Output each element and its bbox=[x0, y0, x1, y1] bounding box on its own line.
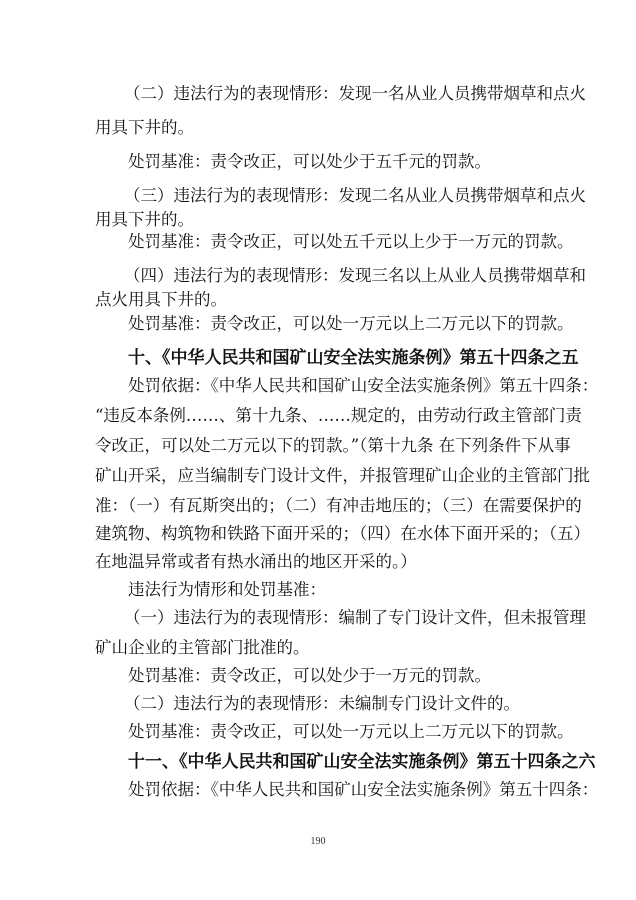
paragraph-line: 违法行为情形和处罚基准： bbox=[128, 580, 326, 599]
paragraph-line: 在地温异常或者有热水涌出的地区开采的。） bbox=[95, 552, 417, 571]
paragraph-line: 用具下井的。 bbox=[95, 210, 194, 229]
paragraph-line: 用具下井的。 bbox=[95, 118, 194, 137]
page-number: 190 bbox=[310, 836, 326, 847]
paragraph-line: 令改正，可以处二万元以下的罚款。”（第十九条 在下列条件下从事 bbox=[95, 436, 571, 455]
paragraph-line: 矿山企业的主管部门批准的。 bbox=[95, 638, 310, 657]
paragraph-line: （四）违法行为的表现情形：发现三名以上从业人员携带烟草和 bbox=[124, 266, 586, 285]
paragraph-line: 处罚基准：责令改正，可以处五千元以上少于一万元的罚款。 bbox=[128, 232, 574, 251]
paragraph-line: 处罚依据：《中华人民共和国矿山安全法实施条例》第五十四条： bbox=[128, 780, 599, 799]
paragraph-line: 建筑物、构筑物和铁路下面开采的；（四）在水体下面开采的；（五） bbox=[95, 524, 590, 543]
paragraph-line: 处罚基准：责令改正，可以处一万元以上二万元以下的罚款。 bbox=[128, 722, 574, 741]
section-heading: 十、《中华人民共和国矿山安全法实施条例》第五十四条之五 bbox=[128, 348, 579, 368]
paragraph-line: 准：（一）有瓦斯突出的；（二）有冲击地压的；（三）在需要保护的 bbox=[95, 496, 582, 515]
paragraph-line: （一）违法行为的表现情形：编制了专门设计文件，但未报管理 bbox=[124, 608, 586, 627]
section-heading: 十一、《中华人民共和国矿山安全法实施条例》第五十四条之六 bbox=[128, 752, 596, 772]
paragraph-line: 处罚基准：责令改正，可以处一万元以上二万元以下的罚款。 bbox=[128, 314, 574, 333]
paragraph-line: 矿山开采，应当编制专门设计文件，并报管理矿山企业的主管部门批 bbox=[95, 466, 590, 485]
paragraph-line: 处罚基准：责令改正，可以处少于一万元的罚款。 bbox=[128, 666, 491, 685]
paragraph-line: 点火用具下井的。 bbox=[95, 290, 227, 309]
paragraph-line: 处罚基准：责令改正，可以处少于五千元的罚款。 bbox=[128, 152, 491, 171]
paragraph-line: 处罚依据：《中华人民共和国矿山安全法实施条例》第五十四条： bbox=[128, 376, 599, 395]
paragraph-line: （二）违法行为的表现情形：发现一名从业人员携带烟草和点火 bbox=[124, 84, 586, 103]
paragraph-line: “违反本条例……、第十九条、……规定的，由劳动行政主管部门责 bbox=[95, 406, 582, 425]
paragraph-line: （二）违法行为的表现情形：未编制专门设计文件的。 bbox=[124, 694, 520, 713]
paragraph-line: （三）违法行为的表现情形：发现二名从业人员携带烟草和点火 bbox=[124, 186, 586, 205]
